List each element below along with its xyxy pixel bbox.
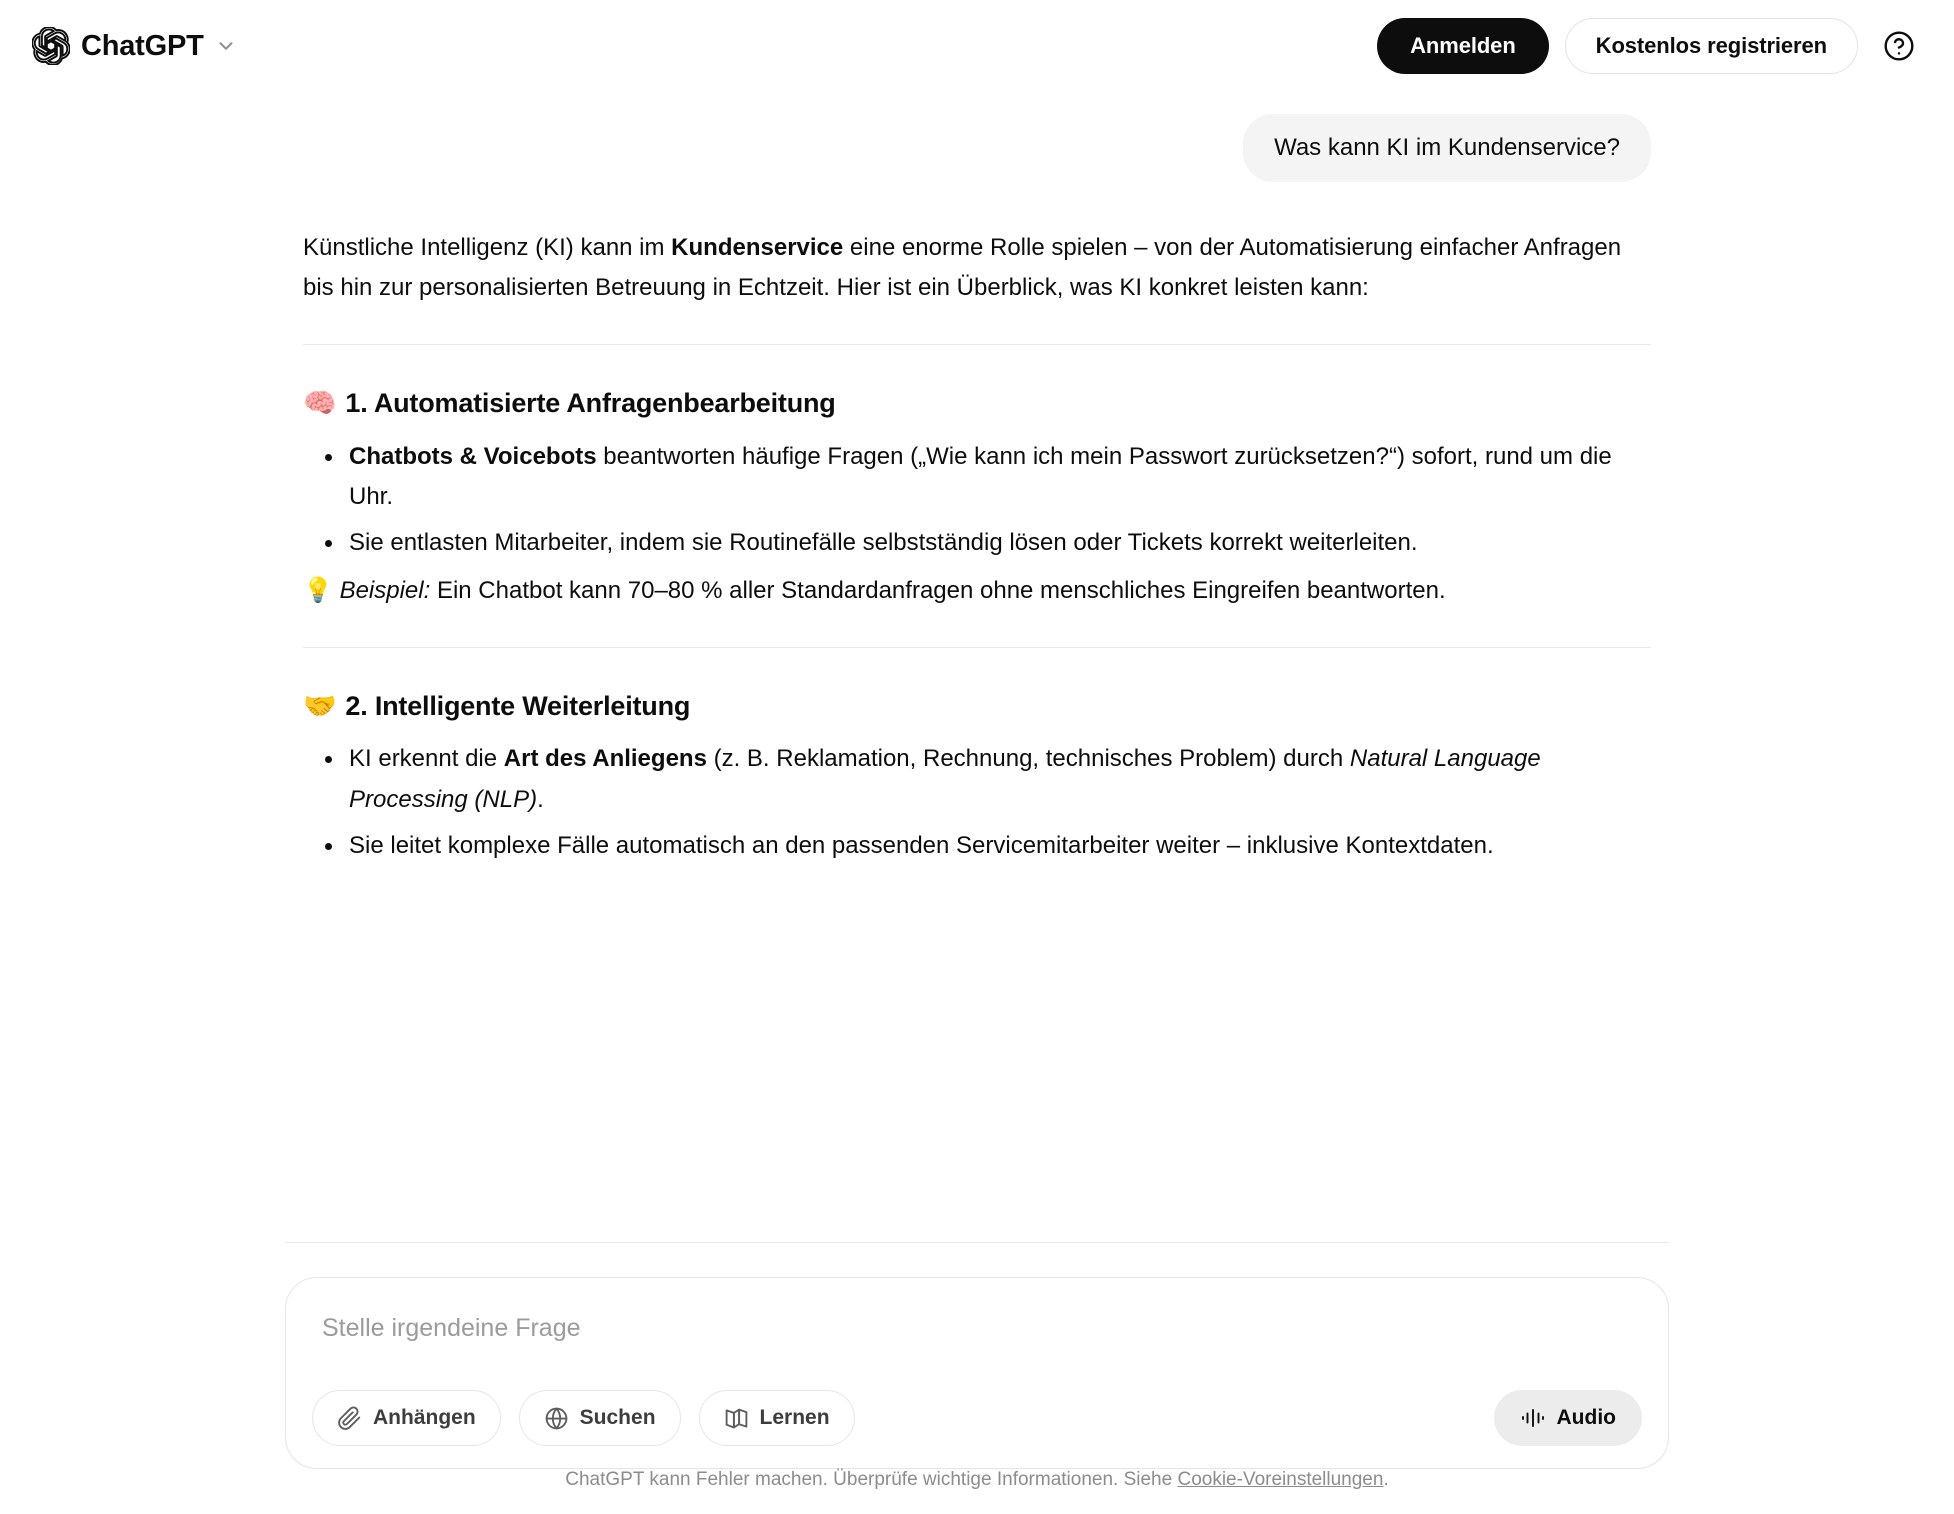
assistant-message <box>303 228 1651 867</box>
bullet-2-text: Sie leitet komplexe Fälle automatisch an den passenden Servicemitarbeiter weiter – inklusive Kontextdaten. <box>349 831 1494 859</box>
question-mark-circle-icon <box>1882 29 1916 63</box>
section-1-example-note <box>303 570 1651 611</box>
signin-button[interactable]: Anmelden <box>1377 18 1549 74</box>
header-left <box>28 21 247 71</box>
section-divider-2 <box>303 647 1651 648</box>
list-item <box>349 437 1651 518</box>
bullet-bold-art-des-anliegens: Art des Anliegens <box>503 745 707 773</box>
bullet-1-post: . <box>537 785 544 813</box>
intro-text-part-2: eine enorme Rolle spielen – von der Automatisierung einfacher Anfragen bis hin zur personalisierten Betreuung in Echtzeit. Hier ist ein Überblick, was KI konkret leisten kann: <box>303 233 1622 301</box>
intro-bold-kundenservice: Kundenservice <box>671 233 844 261</box>
signup-button[interactable]: Kostenlos registrieren <box>1565 18 1858 74</box>
user-message-bubble: Was kann KI im Kundenservice? <box>1243 114 1651 182</box>
attach-label: Anhängen <box>373 1406 476 1429</box>
note-label: Beispiel: <box>339 576 431 604</box>
composer-tools-left <box>312 1390 855 1446</box>
globe-icon <box>544 1406 569 1431</box>
cookie-preferences-link[interactable]: Cookie-Voreinstellungen <box>1177 1469 1384 1490</box>
handshake-emoji: 🤝 <box>303 690 337 722</box>
book-icon <box>724 1406 749 1431</box>
bullet-1-pre: KI erkennt die <box>349 745 504 773</box>
footer-text: ChatGPT kann Fehler machen. Überprüfe wichtige Informationen. Siehe <box>565 1469 1178 1490</box>
audio-button[interactable] <box>1494 1390 1642 1446</box>
brain-emoji: 🧠 <box>303 388 337 420</box>
footer-disclaimer <box>0 1468 1954 1493</box>
learn-label: Lernen <box>759 1406 830 1429</box>
user-message-row <box>303 114 1651 182</box>
assistant-intro-paragraph <box>303 228 1651 309</box>
list-item <box>349 826 1651 866</box>
app-header <box>0 0 1954 92</box>
intro-text-part-1: Künstliche Intelligenz (KI) kann im <box>303 233 672 261</box>
list-item <box>349 523 1651 563</box>
bullet-1-mid: (z. B. Reklamation, Rechnung, technisches Problem) durch <box>706 745 1350 773</box>
bullet-1-text: beantworten häufige Fragen („Wie kann ich mein Passwort zurücksetzen?“) sofort, rund um die Uhr. <box>349 442 1612 510</box>
message-thread <box>303 92 1651 866</box>
composer-top-divider <box>285 1242 1669 1243</box>
composer-wrapper <box>285 1242 1669 1469</box>
section-1-heading <box>303 385 1651 422</box>
audio-label: Audio <box>1556 1406 1616 1429</box>
openai-logo <box>32 27 70 65</box>
message-composer[interactable] <box>285 1277 1669 1469</box>
section-2-heading <box>303 688 1651 725</box>
prompt-input[interactable]: Stelle irgendeine Frage <box>322 1314 581 1342</box>
light-bulb-emoji: 💡 <box>303 575 333 604</box>
bullet-1-italic-nlp: Natural Language Processing (NLP) <box>349 745 1541 813</box>
section-1-title: 1. Automatisierte Anfragenbearbeitung <box>345 388 836 419</box>
bullet-bold-chatbots: Chatbots & Voicebots <box>349 442 597 470</box>
audio-waveform-icon <box>1520 1406 1546 1430</box>
note-text: Ein Chatbot kann 70–80 % aller Standardanfragen ohne menschliches Eingreifen beantworten. <box>430 576 1446 604</box>
search-button[interactable] <box>519 1390 681 1446</box>
chevron-down-icon[interactable] <box>215 35 237 57</box>
paperclip-icon <box>337 1406 362 1431</box>
brand-title: ChatGPT <box>81 29 204 62</box>
section-2-title: 2. Intelligente Weiterleitung <box>345 690 691 721</box>
model-switcher[interactable] <box>28 21 247 71</box>
conversation-area <box>0 92 1954 1242</box>
section-1-bullet-list <box>303 437 1651 564</box>
learn-button[interactable] <box>699 1390 855 1446</box>
header-right <box>1377 18 1920 74</box>
attach-button[interactable] <box>312 1390 501 1446</box>
search-label: Suchen <box>579 1406 656 1429</box>
section-divider-1 <box>303 344 1651 345</box>
help-button[interactable] <box>1878 25 1920 67</box>
section-2-bullet-list <box>303 739 1651 866</box>
footer-period: . <box>1383 1469 1389 1490</box>
composer-toolbar <box>312 1390 1642 1446</box>
list-item <box>349 739 1651 820</box>
bullet-2-text: Sie entlasten Mitarbeiter, indem sie Routinefälle selbstständig lösen oder Tickets korrekt weiterleiten. <box>349 529 1418 557</box>
